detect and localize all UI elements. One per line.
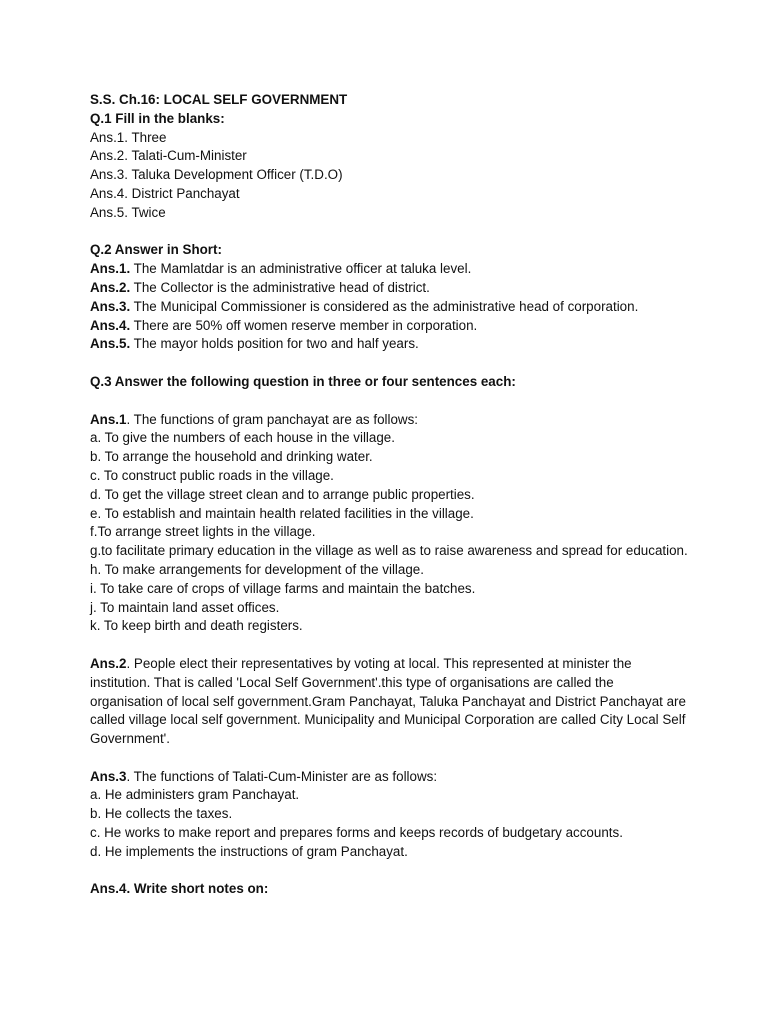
- answer-label: Ans.3: [90, 768, 127, 784]
- list-item: b. To arrange the household and drinking water.: [90, 449, 373, 465]
- list-item: b. He collects the taxes.: [90, 806, 233, 822]
- q3-answer-3-intro: [90, 768, 690, 787]
- q2-answer-3: [90, 298, 690, 317]
- answer-text: The Mamlatdar is an administrative officer at taluka level.: [130, 261, 472, 277]
- list-item: a. He administers gram Panchayat.: [90, 787, 300, 803]
- answer-text: The mayor holds position for two and half years.: [130, 336, 419, 352]
- answer-label: Ans.1.: [90, 261, 131, 277]
- document-title: S.S. Ch.16: LOCAL SELF GOVERNMENT: [90, 92, 348, 107]
- list-item: e. To establish and maintain health related facilities in the village.: [90, 505, 474, 521]
- q1-answer-2: Ans.2. Talati-Cum-Minister: [90, 148, 247, 164]
- q3-answer-4-heading: Ans.4. Write short notes on:: [90, 881, 269, 897]
- list-item: k. To keep birth and death registers.: [90, 618, 303, 634]
- document-page: [90, 91, 690, 899]
- spacer: [90, 223, 690, 242]
- q2-answer-2: [90, 279, 690, 298]
- q1-answer-4: Ans.4. District Panchayat: [90, 185, 240, 201]
- answer-text: . The functions of Talati-Cum-Minister are as follows:: [126, 768, 438, 784]
- list-item: c. He works to make report and prepares forms and keeps records of budgetary accounts.: [90, 825, 623, 841]
- spacer: [90, 354, 690, 373]
- q2-answer-4: [90, 317, 690, 336]
- answer-label: Ans.5.: [90, 336, 131, 352]
- list-item: i. To take care of crops of village farms and maintain the batches.: [90, 580, 476, 596]
- q3-heading: Q.3 Answer the following question in three or four sentences each:: [90, 373, 516, 389]
- q2-heading: Q.2 Answer in Short:: [90, 242, 222, 258]
- answer-label: Ans.3.: [90, 298, 131, 314]
- q1-answer-1: Ans.1. Three: [90, 129, 167, 145]
- q1-heading: Q.1 Fill in the blanks:: [90, 110, 225, 126]
- spacer: [90, 392, 690, 411]
- q2-answer-1: [90, 260, 690, 279]
- q1-answer-3: Ans.3. Taluka Development Officer (T.D.O): [90, 167, 343, 183]
- spacer: [90, 636, 690, 655]
- list-item: f.To arrange street lights in the village.: [90, 524, 316, 540]
- q2-answer-5: [90, 335, 690, 354]
- list-item: a. To give the numbers of each house in the village.: [90, 430, 395, 446]
- q1-answer-5: Ans.5. Twice: [90, 204, 166, 220]
- list-item: g.to facilitate primary education in the village as well as to raise awareness and spread for education.: [90, 543, 688, 559]
- answer-label: Ans.2: [90, 655, 127, 671]
- list-item: d. He implements the instructions of gram Panchayat.: [90, 843, 408, 859]
- list-item: h. To make arrangements for development of the village.: [90, 561, 424, 577]
- spacer: [90, 749, 690, 768]
- spacer: [90, 862, 690, 881]
- answer-text: The Collector is the administrative head of district.: [130, 279, 430, 295]
- answer-text: . People elect their representatives by voting at local. This represented at minister the institution. That is called 'Local Self Government'.this type of organisations are called the organisation of local self government.Gram Panchayat, Taluka Panchayat and District Panchayat are called village local self government. Municipality and Municipal Corporation are called City Local Self Government'.: [90, 655, 686, 747]
- answer-label: Ans.4.: [90, 317, 131, 333]
- answer-label: Ans.2.: [90, 279, 131, 295]
- answer-text: The Municipal Commissioner is considered as the administrative head of corporation.: [130, 298, 639, 314]
- answer-text: There are 50% off women reserve member in corporation.: [130, 317, 478, 333]
- list-item: d. To get the village street clean and to arrange public properties.: [90, 486, 475, 502]
- q3-answer-1-intro: [90, 411, 690, 430]
- q3-answer-2: [90, 655, 690, 749]
- list-item: j. To maintain land asset offices.: [90, 599, 280, 615]
- answer-label: Ans.1: [90, 411, 127, 427]
- list-item: c. To construct public roads in the village.: [90, 467, 334, 483]
- answer-text: . The functions of gram panchayat are as follows:: [126, 411, 418, 427]
